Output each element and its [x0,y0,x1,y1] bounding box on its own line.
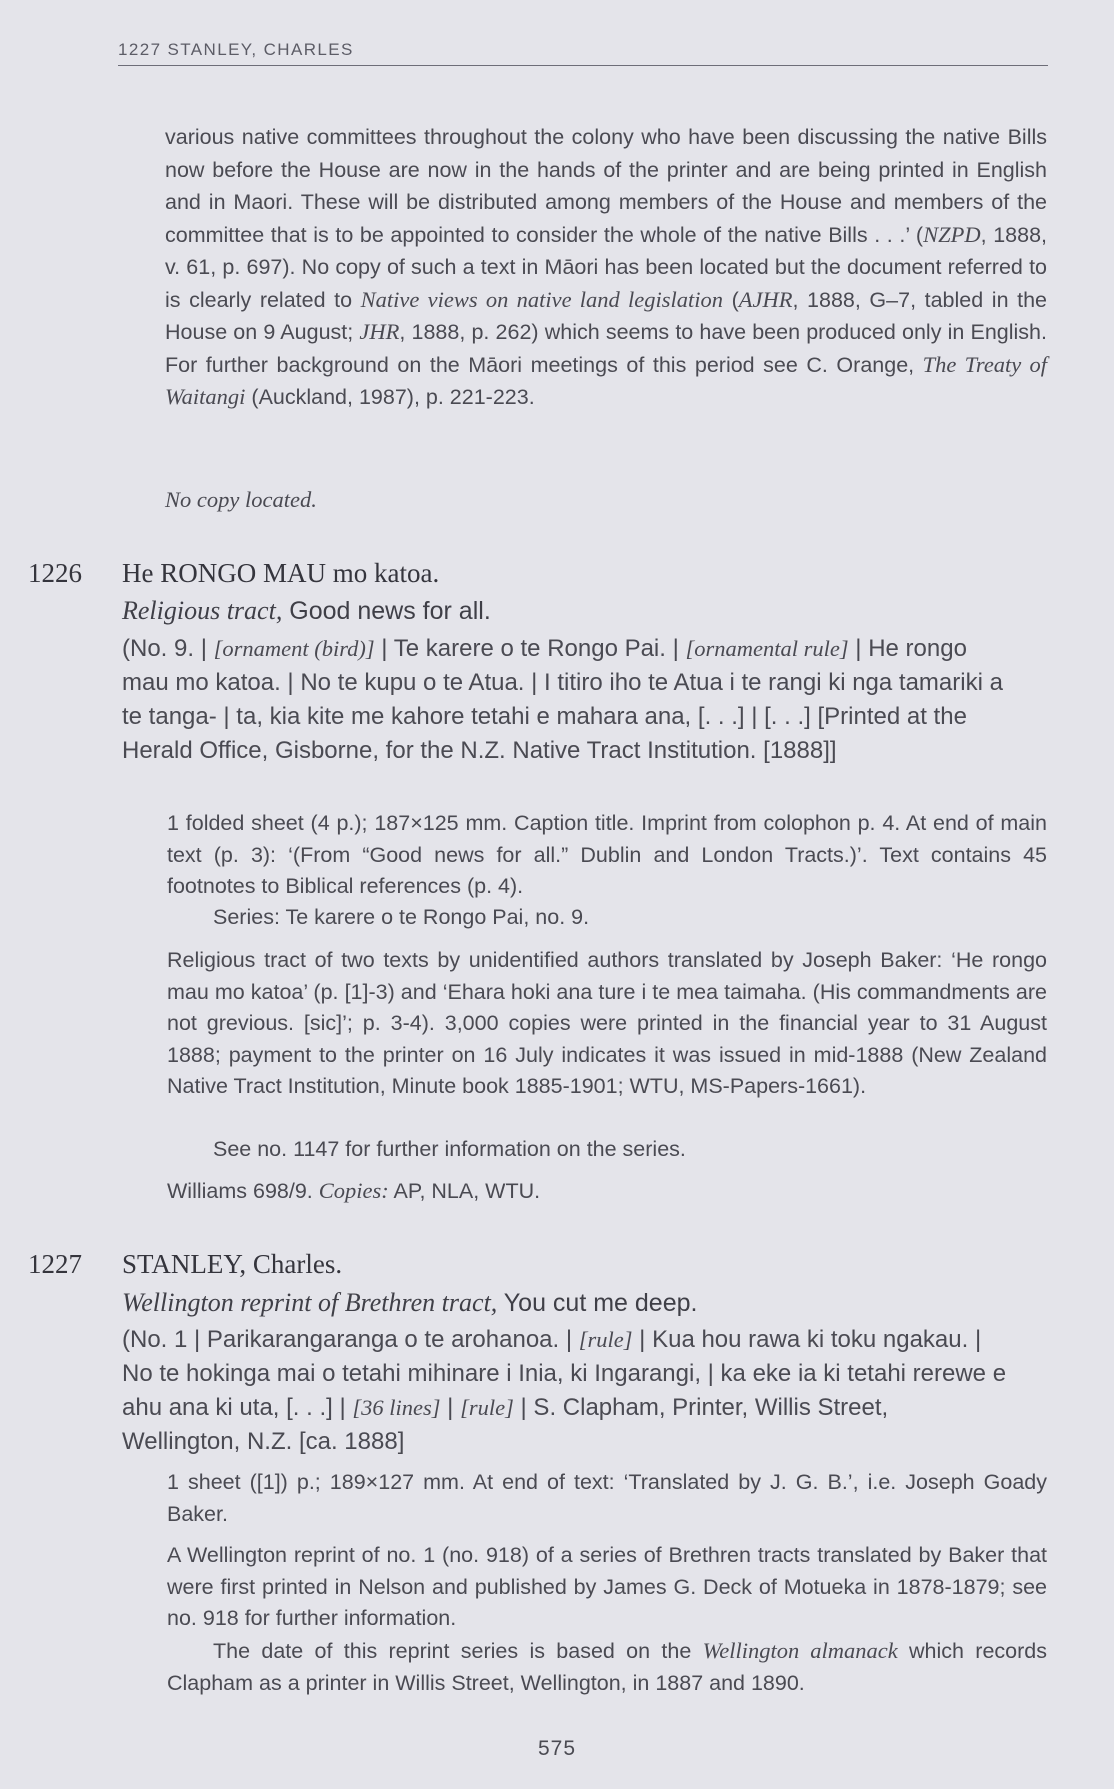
entry-1226-number: 1226 [28,558,82,588]
intro-nzpd: NZPD [923,221,981,247]
entry-1226-translation-italic: Religious tract, [122,596,283,625]
entry-1226-translation-rest: Good news for all. [282,597,491,625]
entry-1227-note: A Wellington reprint of no. 1 (no. 918) of a series of Brethren tracts translated by Baker that were first printed in Nelson and published by James G. Deck of Motueka in 1878-1879; see no. 918 for further information. [167,1543,1047,1630]
intro-paragraph [165,121,1047,414]
entry-1226-refs-b: AP, NLA, WTU. [388,1179,541,1203]
entry-1226-series: Series: Te karere o te Rongo Pai, no. 9. [213,905,590,929]
entry-1226-references [167,1175,1047,1208]
entry-1227-desc-d: | S. Clapham, Printer, Willis Street, Wellington, N.Z. [ca. 1888] [122,1394,889,1455]
entry-1227-note2-a: The date of this reprint series is based on the [213,1639,703,1663]
intro-text-f: (Auckland, 1987), p. 221-223. [245,385,535,409]
entry-1227-transcription [122,1323,1007,1459]
intro-ajhr: AJHR [738,286,793,312]
intro-text-a: various native committees throughout the colony who have been discussing the native Bills now before the House are now in the hands of the printer and are being printed in English and in Maori. These will be distributed among members of the House and members of the committee that is to be appointed to consider the whole of the native Bills . . .’ ( [165,125,1047,247]
entry-1227-desc-rule2: [rule] [460,1395,514,1420]
entry-1226-refs-copies: Copies: [318,1178,389,1203]
entry-1227-number: 1227 [28,1249,82,1279]
entry-1227-desc-a: (No. 1 | Parikarangaranga o te arohanoa. | [122,1326,579,1353]
entry-1227-note2-b: which records Clapham as a printer in Willis Street, Wellington, in 1887 and 1890. [167,1639,1047,1695]
intro-text-d: , 1888, G–7, tabled in the House on 9 August; [165,287,1047,344]
entry-1226-title: He RONGO MAU mo katoa. [122,558,440,588]
page-number: 575 [537,1737,577,1760]
entry-1227-desc-rule1: [rule] [578,1327,633,1352]
entry-1226-desc-b: | Te karere o te Rongo Pai. | [374,635,686,662]
intro-treaty: The Treaty of Waitangi [165,351,1047,409]
entry-1226-desc-ornament: [ornament (bird)] [213,636,375,661]
intro-native-views: Native views on native land legislation [360,286,724,312]
entry-1227-translation-rest: You cut me deep. [497,1289,698,1317]
entry-1227-desc-lines: [36 lines] [352,1395,441,1420]
intro-text-b: , 1888, v. 61, p. 697). No copy of such a text in Māori has been located but the document referred to is clearly related to [165,222,1048,312]
entry-1226-see-also: See no. 1147 for further information on the series. [213,1137,686,1161]
entry-1227-note2-almanack: Wellington almanack [702,1638,898,1663]
entry-1226-desc-a: (No. 9. | [122,635,214,662]
entry-1227-translation-italic: Wellington reprint of Brethren tract, [122,1288,498,1317]
entry-1227-translation [122,1286,1042,1320]
entry-1226-physical: 1 folded sheet (4 p.); 187×125 mm. Caption title. Imprint from colophon p. 4. At end of main text (p. 3): ‘(From “Good news for all.” Dublin and London Tracts.)’. Text contains 45 footnotes to Biblical references (p. 4). [167,811,1047,898]
entry-1226-refs-a: Williams 698/9. [167,1179,319,1203]
entry-1226-desc-c: | He rongo mau mo katoa. | No te kupu o te Atua. | I titiro iho te Atua i te rangi ki nga tamariki a te tanga- | ta, kia kite me kahore tetahi e mahara ana, [. . .] | [. . .] [Printed at the Herald Office, Gisborne, for the N.Z. Native Tract Institution. [1888]] [122,635,1003,764]
entry-1227-physical: 1 sheet ([1]) p.; 189×127 mm. At end of text: ‘Translated by J. G. B.’, i.e. Joseph Goady Baker. [167,1470,1047,1526]
intro-text-e: , 1888, p. 262) which seems to have been produced only in English. For further background on the Māori meetings of this period see C. Orange, [165,320,1047,377]
entry-1227-desc-b: | Kua hou rawa ki toku ngakau. | No te hokinga mai o tetahi mihinare i Inia, ki Ingarangi, | ka eke ia ki tetahi rerewe e ahu ana ki uta, [. . .] | [122,1326,1007,1421]
entry-1226-note: Religious tract of two texts by unidentified authors translated by Joseph Baker: ‘He rongo mau mo katoa’ (p. [1]-3) and ‘Ehara hoki ana ture i te mea taimaha. (His commandments are not grevious. [sic]’; p. 3-4). 3,000 copies were printed in the financial year to 31 August 1888; payment to the printer on 16 July indicates it was issued in mid-1888 (New Zealand Native Tract Institution, Minute book 1885-1901; WTU, MS-Papers-1661). [167,948,1047,1098]
running-head: 1227 STANLEY, CHARLES [118,40,1048,66]
entry-1226-desc-rule: [ornamental rule] [685,636,849,661]
entry-1226-translation [122,594,1042,628]
intro-jhr: JHR [359,319,400,344]
entry-1227-desc-c: | [440,1394,461,1421]
entry-1226-transcription [122,632,1007,768]
no-copy-note: No copy located. [165,487,317,512]
entry-1227-date-note [167,1635,1047,1699]
entry-1227-title: STANLEY, Charles. [122,1249,343,1279]
intro-text-c: ( [723,287,739,312]
